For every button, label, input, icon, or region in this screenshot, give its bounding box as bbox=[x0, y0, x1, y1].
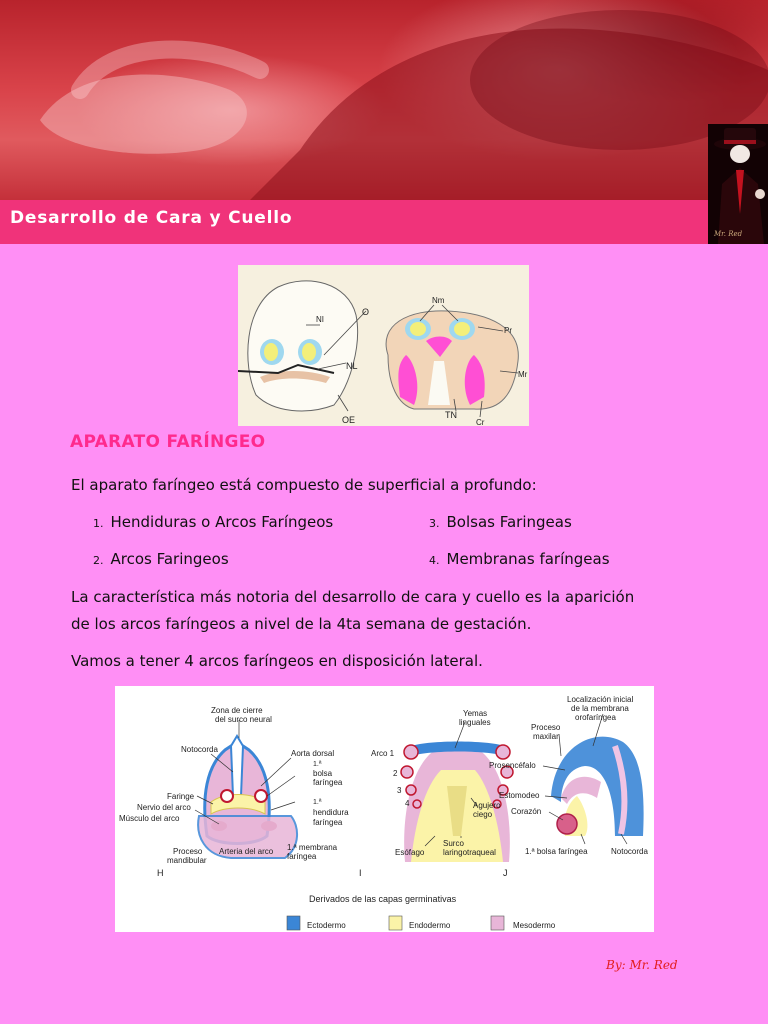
h-label-proceso1: Proceso bbox=[173, 847, 203, 856]
j-label-corazon: Corazón bbox=[511, 807, 542, 816]
legend-label-endodermo: Endodermo bbox=[409, 921, 451, 930]
pharyngeal-arches-figure bbox=[115, 686, 654, 932]
i-label-esofago: Esófago bbox=[395, 848, 425, 857]
i-label-surco2: laringotraqueal bbox=[443, 848, 496, 857]
h-panel-letter: H bbox=[157, 868, 164, 878]
paragraph-text: Vamos a tener 4 arcos faríngeos en disposición lateral. bbox=[71, 652, 483, 670]
i-label-agujero2: ciego bbox=[473, 810, 493, 819]
label-tn: TN bbox=[445, 410, 457, 420]
label-mr: Mr bbox=[518, 370, 528, 379]
j-label-proceso1: Proceso bbox=[531, 723, 561, 732]
legend-swatch-mesodermo bbox=[491, 916, 504, 930]
h-label-zona1: Zona de cierre bbox=[211, 706, 263, 715]
legend-title: Derivados de las capas germinativas bbox=[309, 894, 457, 904]
i-panel-letter: I bbox=[359, 868, 362, 878]
header-banner-image bbox=[0, 0, 768, 200]
title-bar bbox=[0, 200, 768, 244]
i-label-yemas1: Yemas bbox=[463, 709, 488, 718]
label-nm: Nm bbox=[432, 296, 445, 305]
h-label-bolsa1: 1.ª bbox=[313, 761, 322, 768]
i-label-surco1: Surco bbox=[443, 839, 464, 848]
list-item: 2. Arcos Faringeos bbox=[93, 550, 229, 568]
label-o: O bbox=[362, 307, 370, 317]
h-label-hend2: hendidura bbox=[313, 808, 349, 817]
embryo-silhouette-art bbox=[0, 0, 768, 200]
label-oe: OE bbox=[342, 415, 356, 425]
paragraph-line: de los arcos faríngeos a nivel de la 4ta semana de gestación. bbox=[71, 615, 532, 633]
list-item: 4. Membranas faríngeas bbox=[429, 550, 610, 568]
h-label-memb1: 1.ª membrana bbox=[287, 843, 338, 852]
intro-text: El aparato faríngeo está compuesto de superficial a profundo: bbox=[71, 476, 537, 494]
legend-label-ectodermo: Ectodermo bbox=[307, 921, 346, 930]
avatar-signature: Mr. Red bbox=[714, 230, 743, 238]
i-label-4: 4 bbox=[405, 799, 410, 808]
page-title: Desarrollo de Cara y Cuello bbox=[10, 208, 293, 228]
j-label-loc3: orofaríngea bbox=[575, 713, 616, 722]
list-item: 3. Bolsas Faringeas bbox=[429, 513, 572, 531]
j-label-notocorda: Notocorda bbox=[611, 847, 648, 856]
hat-man-icon bbox=[708, 124, 768, 244]
h-label-zona2: del surco neural bbox=[215, 715, 272, 724]
i-label-3: 3 bbox=[397, 786, 402, 795]
legend-label-mesodermo: Mesodermo bbox=[513, 921, 556, 930]
author-byline: By: Mr. Red bbox=[606, 958, 678, 972]
h-label-bolsa2: bolsa bbox=[313, 769, 333, 778]
list-item: 1. Hendiduras o Arcos Faríngeos bbox=[93, 513, 334, 531]
j-label-loc2: de la membrana bbox=[571, 704, 629, 713]
i-label-agujero1: Agujero bbox=[473, 801, 501, 810]
h-label-aorta: Aorta dorsal bbox=[291, 749, 335, 758]
label-pr: Pr bbox=[504, 326, 512, 335]
avatar bbox=[708, 124, 768, 244]
i-label-arco1: Arco 1 bbox=[371, 749, 395, 758]
face-development-figure bbox=[238, 265, 529, 426]
h-label-arteria: Arteria del arco bbox=[219, 847, 274, 856]
h-label-memb2: faríngea bbox=[287, 852, 317, 861]
label-cr: Cr bbox=[476, 418, 485, 426]
h-label-bolsa3: faríngea bbox=[313, 778, 343, 787]
j-label-bolsa: 1.ª bolsa faríngea bbox=[525, 847, 588, 856]
paragraph-line: La característica más notoria del desarrollo de cara y cuello es la aparición bbox=[71, 588, 635, 606]
label-nl: NL bbox=[346, 361, 358, 371]
h-label-proceso2: mandibular bbox=[167, 856, 207, 865]
h-label-faringe: Faringe bbox=[167, 792, 195, 801]
j-label-loc1: Localización inicial bbox=[567, 695, 634, 704]
j-label-proceso2: maxilar bbox=[533, 732, 559, 741]
h-label-musculo: Músculo del arco bbox=[119, 814, 180, 823]
j-label-prosencefalo: Prosencéfalo bbox=[489, 761, 536, 770]
j-panel-letter: J bbox=[503, 868, 508, 878]
i-label-yemas2: linguales bbox=[459, 718, 491, 727]
section-title: APARATO FARÍNGEO bbox=[70, 432, 266, 452]
h-label-notocorda: Notocorda bbox=[181, 745, 218, 754]
legend-swatch-ectodermo bbox=[287, 916, 300, 930]
i-label-2: 2 bbox=[393, 769, 398, 778]
h-label-nervio: Nervio del arco bbox=[137, 803, 191, 812]
h-label-hend3: faríngea bbox=[313, 818, 343, 827]
h-label-hend1: 1.ª bbox=[313, 799, 322, 806]
j-label-estomodeo: Estomodeo bbox=[499, 791, 540, 800]
legend-swatch-endodermo bbox=[389, 916, 402, 930]
label-ni: NI bbox=[316, 315, 324, 324]
